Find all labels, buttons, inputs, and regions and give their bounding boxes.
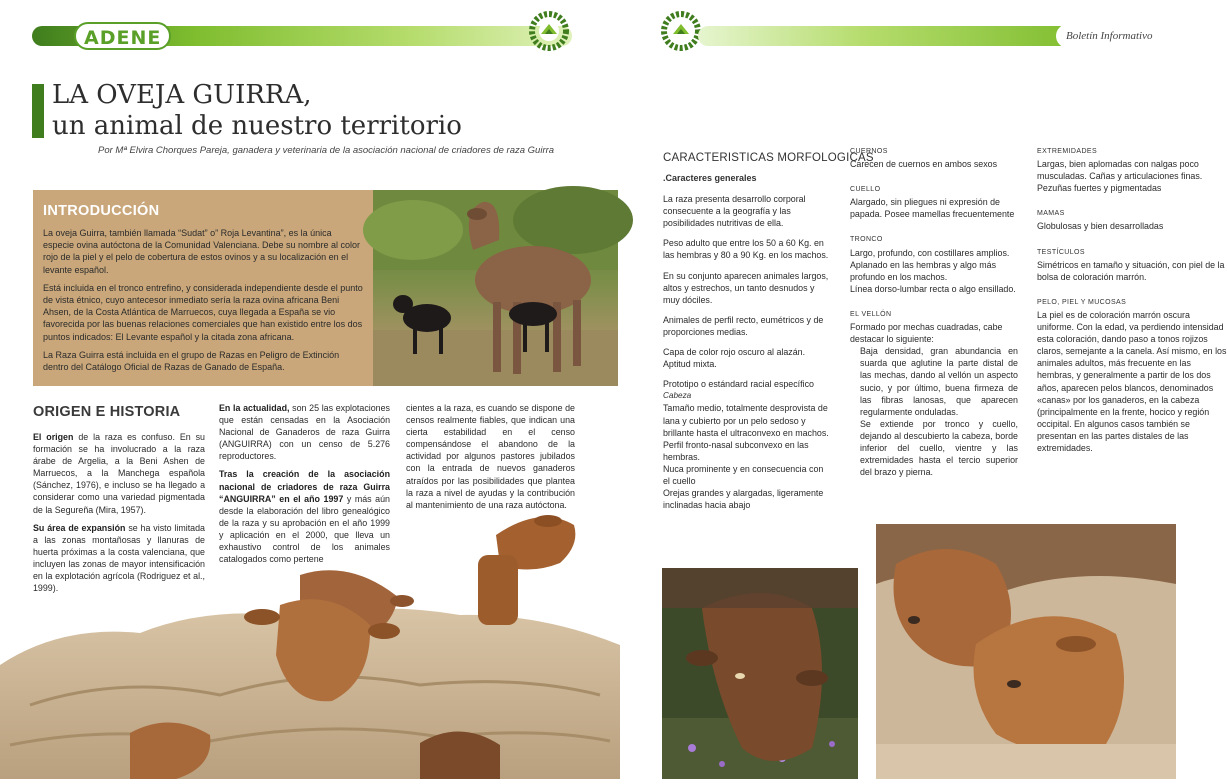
origen-c2-bold-2: Tras la creación de la asociación nacional de criadores de raza Guirra “ANGUIRRA” en el año 1997: [219, 469, 390, 504]
origen-c2-bold-1: En la actualidad,: [219, 403, 290, 413]
morfologia-p1: La raza presenta desarrollo corporal consecuente a la geografía y las posibilidades nutritivas de ella.: [663, 194, 806, 229]
cabeza-line-3: Nuca prominente y en consecuencia con el cuello: [663, 463, 824, 486]
mamas-text: Globulosas y bien desarrolladas: [1037, 221, 1164, 232]
morfologia-column-3: [1037, 146, 1227, 454]
morfologia-p2: Peso adulto que entre los 50 a 60 Kg. en las hembras y 80 a 90 Kg. en los machos.: [663, 238, 829, 261]
extremidades-text: Largas, bien aplomadas con nalgas poco musculadas. Cañas y articulaciones finas. Pezuñas fuertes y pigmentadas: [1037, 159, 1203, 194]
origen-c1-paragraph-1: [33, 431, 205, 516]
origen-c1-bold-2: Su área de expansión: [33, 522, 126, 533]
tronco-text-2: Línea dorso-lumbar recta o algo ensillado.: [850, 283, 1016, 294]
cabeza-line-4: Orejas grandes y alargadas, ligeramente inclinadas hacia abajo: [663, 488, 824, 511]
origen-heading: ORIGEN E HISTORIA: [33, 404, 181, 420]
flock-of-sheep-photo: [0, 505, 620, 779]
origen-c1-text-1: de la raza es confuso. En su formación se ha involucrado a la raza árabe de Argelia, a la Beni Ashen de Marruecos, a la Manchega española (Sánchez, 1976), e incluso se ha llegado a considerar como una variedad pigmentada de la Segureña (Mira, 1957).: [33, 432, 205, 515]
cabeza-line-1: Tamaño medio, totalmente desprovista de lana y cubierto por un pelo sedoso y brillante hasta el ultraconvexo en machos.: [663, 403, 829, 438]
recycle-arrows-logo-icon: [528, 10, 570, 52]
morfologia-column: [663, 172, 831, 511]
pelo-text: La piel es de coloración marrón oscura uniforme. Con la edad, va perdiendo intensidad esta coloración, dando paso a tonos rojizos claros, semejante a la canela. Así mismo, en los animales adultos, más frecuente en las hembras, y generalmente a partir de los dos años, aparecen pelos blancos, denominados «canas» por los ganaderos, en la cabeza (principalmente en la frente, hocico y región occipital. En algunos casos también se presentan en las partes distales de las extremidades.: [1037, 309, 1227, 453]
origen-c2-text-2: y más aún desde la elaboración del libro genealógico de la raza y su aprobación en el año 1999 y aplicación en el 2000, que lleva un exhaustivo control de los animales catalogados como pertene: [219, 493, 390, 565]
intro-heading: INTRODUCCIÓN: [43, 203, 160, 219]
origen-c1-bold-1: El origen: [33, 432, 74, 442]
morfologia-p6: Prototipo o estándard racial específico: [663, 379, 814, 390]
extremidades-label: EXTREMIDADES: [1037, 148, 1098, 155]
origen-c1-text-2: se ha visto limitada a las zonas montañosas y llanuras de huerta próximas a la costa valenciana, que incluyen las zonas de mayor intensificación en la explotación agrícola (Rodriguez et al., 1999).: [33, 522, 205, 594]
origen-c2-paragraph-1: [219, 402, 390, 462]
cuernos-text: Carecen de cuernos en ambos sexos: [850, 159, 998, 170]
cuello-label: CUELLO: [850, 186, 881, 194]
vellon-text-3: Se extiende por tronco y cuello, dejando al descubierto la cabeza, borde inferior del cuello, vientre y las extremidades hasta el tercio superior del brazo y pierna.: [860, 418, 1018, 478]
title-accent-bar: [32, 84, 44, 138]
morfologia-p3: En su conjunto aparecen animales largos, altos y estrechos, un tanto desnudos y muy dóciles.: [663, 270, 829, 305]
bulletin-label: Boletín Informativo: [1056, 24, 1176, 48]
intro-paragraph-2: Está incluida en el tronco entrefino, y considerada independiente desde el punto de vista étnico, cuyo antecesor inmediato sería la raza ovina africana Beni Ahsen, de la Costa Atlántica de Marruecos, cuya llegada a España se vio favorecida por las buenas relaciones comerciales que han existido entre los dos puntos indicados: El Levante español y la citada zona africana.: [43, 282, 363, 342]
morfologia-p5: Capa de color rojo oscuro al alazán. Aptitud mixta.: [663, 347, 806, 370]
cuernos-label: CUERNOS: [850, 148, 888, 155]
intro-paragraph-1: La oveja Guirra, también llamada “Sudat” o” Roja Levantina”, es la única especie ovina autóctona de la Comunidad Valenciana. Debe su nombre al color rojo de la piel y el pelo de cobertura de estos ovinos y a su localización en el levante español.: [43, 228, 361, 275]
origen-c2-text-1: son 25 las explotaciones que están censadas en la Asociación Nacional de Ganaderos de raza Guirra (ANGUIRRA) con un censo de 5.276 reproductores.: [219, 403, 390, 462]
intro-text: [43, 227, 365, 379]
morfologia-heading: CARACTERISTICAS MORFOLOGICAS: [663, 152, 874, 164]
testiculos-label: TESTÍCULOS: [1037, 248, 1085, 256]
testiculos-text: Simétricos en tamaño y situación, con piel de la bolsa de coloración marrón.: [1037, 259, 1225, 282]
tronco-label: TRONCO: [850, 236, 883, 244]
cabeza-label: Cabeza: [663, 391, 692, 401]
origen-column-3: [406, 402, 575, 517]
vellon-text-1: Formado por mechas cuadradas, cabe destacar lo siguiente:: [850, 322, 1003, 345]
article-title-line2: un animal de nuestro territorio: [52, 111, 462, 141]
morfologia-p4: Animales de perfil recto, eumétricos y de proporciones medias.: [663, 314, 824, 337]
cuello-text: Alargado, sin pliegues ni expresión de papada. Posee mamellas frecuentemente: [850, 197, 1015, 220]
pelo-label: PELO, PIEL Y MUCOSAS: [1037, 298, 1127, 306]
grazing-sheep-photo: [662, 568, 858, 779]
origen-c3-paragraph-1: cientes a la raza, es cuando se dispone de censos realmente fiables, que indican una cierta estabilidad en el censo compensándose el abandono de la actividad por algunos pastores jubilados con la entrada de nuevos ganaderos atraídos por las posibilidades que plantea la raza a nivel de ayudas y la contribución al mantenimiento de una raza autóctona.: [406, 403, 575, 510]
brand-logo-text: ADENE: [74, 22, 171, 50]
sheep-with-lambs-photo: [373, 190, 618, 386]
recycle-arrows-logo-icon: [660, 10, 702, 52]
intro-paragraph-3: La Raza Guirra está incluida en el grupo de Razas en Peligro de Extinción dentro del Catálogo Oficial de Razas de Ganado de España.: [43, 349, 340, 373]
tronco-text-1: Largo, profundo, con costillares amplios. Aplanado en las hembras y algo más profundo en los machos.: [850, 247, 1010, 282]
cabeza-line-2: Perfil fronto-nasal subconvexo en las hembras.: [663, 439, 809, 462]
mamas-label: MAMAS: [1037, 210, 1065, 218]
article-title-line1: LA OVEJA GUIRRA,: [52, 80, 312, 110]
morfologia-subheading: .Caracteres generales: [663, 173, 757, 183]
morfologia-column-3-inner: [1037, 146, 1227, 454]
article-byline: Por Mª Elvira Chorques Pareja, ganadera y veterinaria de la asociación nacional de criadores de raza Guirra: [98, 145, 555, 156]
vellon-text-2: Baja densidad, gran abundancia en suarda que aglutine la parte distal de las mechas, dando al vellón un aspecto sucio, y por último, buena firmeza de las fibras lanosas, que aparecen regularmente onduladas.: [860, 346, 1018, 417]
morfologia-column-2: [850, 146, 1018, 478]
vellon-label: EL VELLÓN: [850, 310, 892, 318]
sheep-heads-photo: [876, 524, 1176, 779]
